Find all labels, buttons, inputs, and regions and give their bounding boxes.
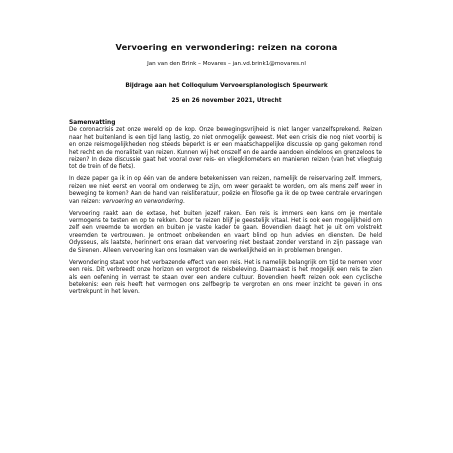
paragraph-2 <box>69 176 382 206</box>
paragraph-3: Vervoering raakt aan de extase, het buiten jezelf raken. Een reis is immers een kans om je mentale vermogens te testen en op te rekken. Door te reizen blijf je geestelijk vitaal. Het is ook een mogelijkheid om zelf een vreemde te worden en buiten je vaste kader te gaan. Bovendien daagt het je uit om volstrekt vreemden te vertrouwen. Je ontmoet onbekenden en vaart blind op hun advies en diensten. De held Odysseus, als laatste, herinnert ons eraan dat vervoering niet bestaat zonder verstand in zijn passage van de Sirenen. Alleen vervoering kan ons losmaken van de werkelijkheid en in problemen brengen. <box>69 210 382 254</box>
paragraph-4: Verwondering staat voor het verbazende effect van een reis. Het is namelijk belangrijk om tijd te nemen voor een reis. Dit verbreedt onze horizon en vergroot de reisbeleving. Daarnaast is het mogelijk een reis te zien als een oefening in verrast te staan over een andere cultuur. Bovendien heeft reizen ook een cyclische betekenis: een reis heeft het vermogen ons zelfbegrip te vergroten en ons meer inzicht te geven in ons vertrekpunt in het leven. <box>69 259 382 296</box>
summary-section <box>69 120 382 301</box>
paragraph-1: De coronacrisis zet onze wereld op de kop. Onze bewegingsvrijheid is niet langer vanzelfsprekend. Reizen naar het buitenland is een tijd lang lastig, zo niet onmogelijk geweest. Met een crisis die nog niet voorbij is en onze reismogelijkheden nog steeds beperkt is er een maatschappelijke discussie op gang gekomen rond het recht en de moraliteit van reizen. Kunnen wij het onszelf en de aarde aandoen eindeloos en grenzeloos te reizen? In deze discussie gaat het vooral over reis- en vliegkilometers en manieren reizen (van het vliegtuig tot de trein of de fiets). <box>69 127 382 171</box>
paragraph-2-emphasis: vervoering en verwondering <box>102 198 183 205</box>
author-line: Jan van den Brink – Movares – jan.vd.brink1@movares.nl <box>147 61 306 67</box>
contribution-line: Bijdrage aan het Colloquium Vervoersplanologisch Speurwerk <box>125 83 328 89</box>
paper-title: Vervoering en verwondering: reizen na corona <box>115 42 338 52</box>
section-title: Samenvatting <box>69 120 116 126</box>
paragraph-2-text: In deze paper ga ik in op één van de andere betekenissen van reizen, namelijk de reiservaring zelf. Immers, reizen we niet eerst en vooral om onderweg te zijn, om weer geraakt te worden, om als mens zelf weer in beweging te komen? Aan de hand van reisliteratuur, poëzie en filosofie ga ik de op twee centrale ervaringen van reizen: <box>69 176 382 205</box>
paragraph-2-end: . <box>182 198 185 205</box>
conference-dates: 25 en 26 november 2021, Utrecht <box>171 98 282 104</box>
